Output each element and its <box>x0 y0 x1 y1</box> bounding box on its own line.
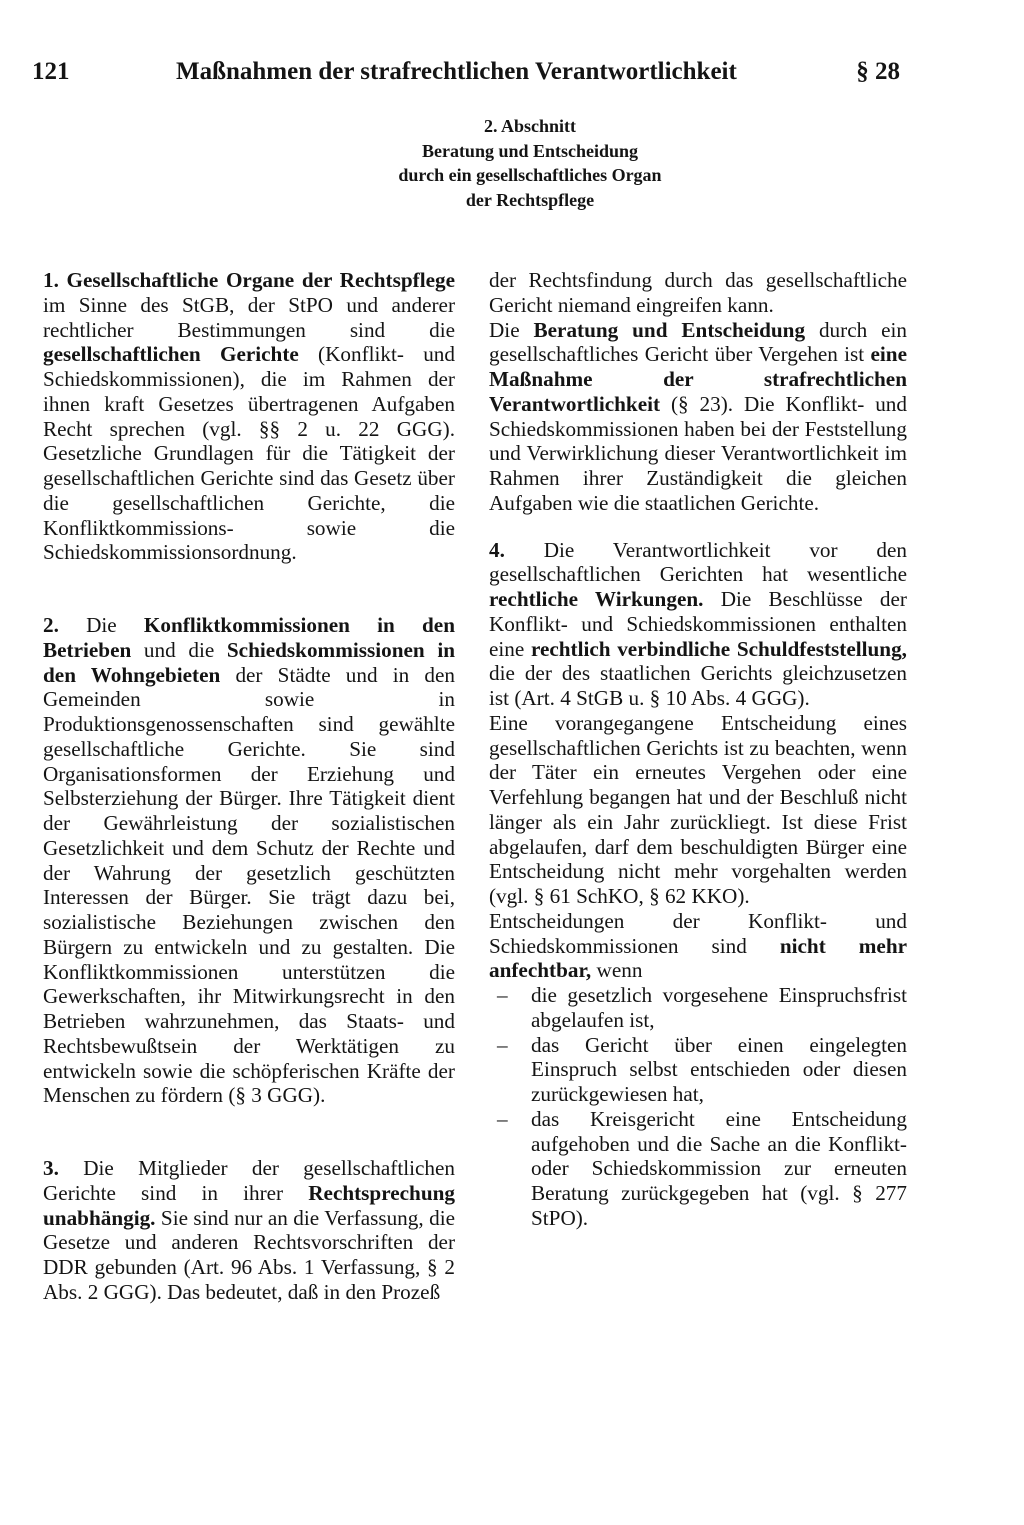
text-run: der Städte und in den Gemeinden sowie in Produktionsgenossenschaften sind gewählte gesellschaftliche Gerichte. Sie sind Organisationsformen der Erziehung und Selbsterziehung der Bürger. Ihre Tätigkeit dient der Gewährleistung der sozialistischen Gesetzlichkeit und dem Schutz der Rechte und der Wahrung der gesetzlich geschützten Interessen der Bürger. Sie trägt dazu bei, sozialistische Beziehungen zwischen den Bürgern zu entwickeln und zu gestalten. Die Konfliktkommissionen unterstützen die Gewerkschaften, ihr Mitwirkungsrecht in den Betrieben wahrzunehmen, das Staats- und Rechtsbewußtsein der Werktätigen zu entwickeln sowie die schöpferischen Kräfte der Menschen zu fördern (§ 3 GGG). <box>43 662 455 1108</box>
paragraph-3-continued: der Rechtsfindung durch das gesellschaftliche Gericht niemand eingreifen kann. <box>489 268 907 317</box>
bold-term: Rechtsprechung unabhängig. <box>43 1180 455 1230</box>
bold-term: eine Maßnahme der strafrechtlichen Verantwortlichkeit <box>489 342 907 416</box>
text-run: Die <box>58 613 144 637</box>
header-title: Maßnahmen der strafrechtlichen Verantwortlichkeit <box>176 58 737 85</box>
heading-line-3: durch ein gesellschaftliches Organ <box>398 165 662 185</box>
bold-term: Gesellschaftliche Organe der Rechtspflege <box>66 268 455 292</box>
bold-term: Beratung und Entscheidung <box>533 317 806 342</box>
paragraph-2 <box>43 613 455 1108</box>
heading-line-2: Beratung und Entscheidung <box>421 140 639 161</box>
text-run: Die Beschlüsse der Konflikt- und Schiedskommissionen enthalten eine <box>489 587 907 661</box>
text-run: (§ 23). Die Konflikt- und Schiedskommissionen haben bei der Feststellung und Verwirklichung dieser Verantwortlichkeit im Rahmen ihrer Zuständigkeit die gleichen Aufgaben wie die staatlichen Gerichte. <box>489 391 907 515</box>
paragraph-number: 1. <box>43 268 59 292</box>
paragraph-3 <box>43 1156 455 1305</box>
dash-item-text: die gesetzlich vorgesehene Einspruchsfrist abgelaufen ist, <box>531 983 907 1032</box>
text-run: Entscheidungen der Konflikt- und Schiedskommissionen sind <box>489 908 907 958</box>
dash-bullet: – <box>497 1032 508 1057</box>
paragraph-number: 4. <box>489 537 505 562</box>
text-run: wenn <box>591 958 643 983</box>
left-column <box>43 268 455 1305</box>
heading-line-1: 2. Abschnitt <box>483 116 577 136</box>
dash-bullet: – <box>497 983 508 1007</box>
bold-term: Schiedskommissionen in den Wohngebieten <box>43 637 456 687</box>
paragraph-4b: Eine vorangegangene Entscheidung eines gesellschaftlichen Gerichts ist zu beachten, wenn der Täter ein erneutes Vergehen oder eine Verfehlung begangen hat und der Beschluß nicht länger als ein Jahr zurückliegt. Ist diese Frist abgelaufen, darf dem beschuldigten Bürger eine Entscheidung nicht mehr vorgehalten werden (vgl. § 61 SchKO, § 62 KKO). <box>489 710 907 908</box>
text-run: und die <box>131 637 227 662</box>
right-column <box>489 268 907 1231</box>
bold-term: rechtlich verbindliche Schuldfeststellung, <box>530 636 907 661</box>
running-header <box>32 58 900 98</box>
dash-item-3 <box>489 1107 907 1231</box>
dash-item-2 <box>489 1033 907 1107</box>
section-heading <box>200 114 860 212</box>
paragraph-number: 2. <box>43 613 59 637</box>
dash-item-text: das Gericht über einen eingelegten Einspruch selbst entschieden oder diesen zurückgewiesen hat, <box>531 1032 907 1106</box>
paragraph-4c <box>489 909 907 983</box>
page-number: 121 <box>32 58 70 85</box>
bold-term: Konfliktkommissionen in den Betrieben <box>43 613 455 662</box>
text-run: Die <box>489 317 534 342</box>
text-run: im Sinne des StGB, der StPO und anderer rechtlicher Bestimmungen sind die <box>43 292 455 342</box>
text-run: Die Mitglieder der gesellschaftlichen Gerichte sind in ihrer <box>43 1156 455 1205</box>
dash-item-text: das Kreisgericht eine Entscheidung aufgehoben und die Sache an die Konflikt- oder Schiedskommission zur erneuten Beratung zurückgegeben hat (vgl. § 277 StPO). <box>531 1106 907 1230</box>
text-run: (Konflikt- und Schiedskommissionen), die im Rahmen der ihnen kraft Gesetzes übertragenen Aufgaben Recht sprechen (vgl. §§ 2 u. 22 GGG). Gesetzliche Grundlagen für die Tätigkeit der gesellschaftlichen Gerichte sind das Gesetz über die gesellschaftlichen Gerichte, die Konfliktkommissions- sowie die Schiedskommissionsordnung. <box>43 342 455 565</box>
text-run: die der des staatlichen Gerichts gleichzusetzen ist (Art. 4 StGB u. § 10 Abs. 4 GGG). <box>489 661 907 710</box>
bold-term: gesellschaftlichen Gerichte <box>43 342 299 367</box>
paragraph-4 <box>489 538 907 711</box>
paragraph-3b <box>489 318 907 516</box>
bold-term: nicht mehr anfechtbar, <box>489 933 908 983</box>
text-run: Sie sind nur an die Verfassung, die Gesetze und anderen Rechtsvorschriften der DDR gebunden (Art. 96 Abs. 1 Verfassung, § 2 Abs. 2 GGG). Das bedeutet, daß in den Prozeß <box>43 1205 455 1304</box>
dash-item-1 <box>489 983 907 1033</box>
paragraph-number: 3. <box>43 1156 59 1180</box>
text-run: Die Verantwortlichkeit vor den gesellschaftlichen Gerichten hat wesentliche <box>489 537 907 587</box>
section-number: § 28 <box>856 58 900 85</box>
text-run: durch ein gesellschaftliches Gericht über Vergehen ist <box>489 317 907 367</box>
dash-bullet: – <box>497 1106 508 1131</box>
paragraph-1 <box>43 268 455 565</box>
heading-line-4: der Rechtspflege <box>465 189 595 210</box>
bold-term: rechtliche Wirkungen. <box>489 587 704 611</box>
